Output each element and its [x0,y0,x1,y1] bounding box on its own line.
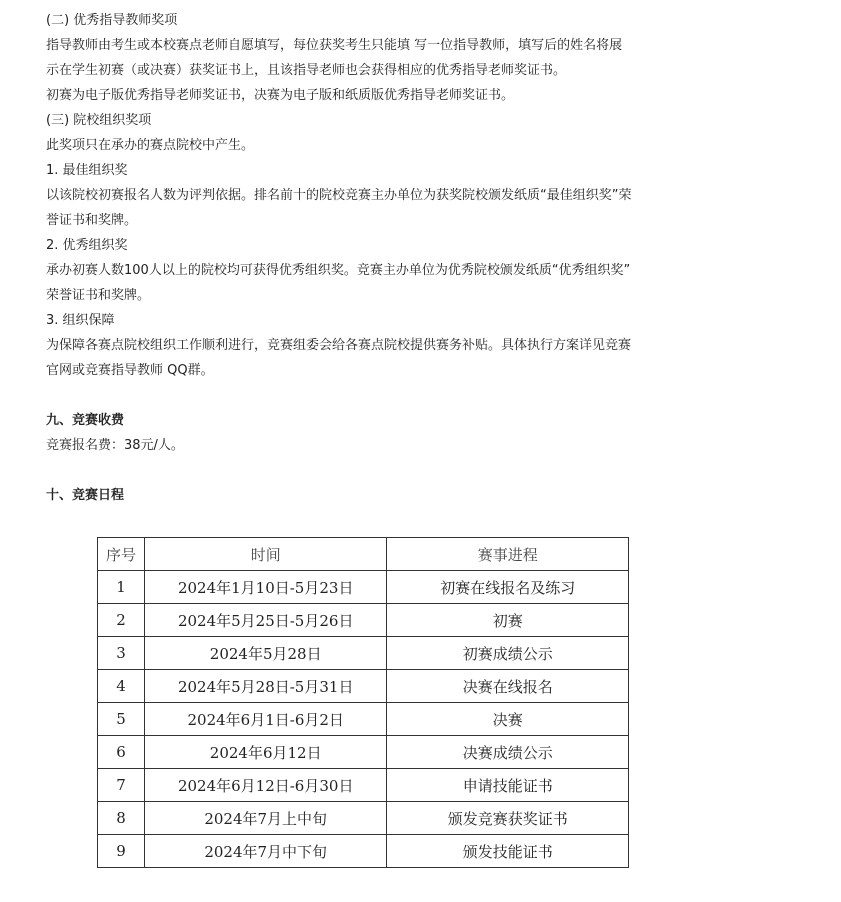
cell-stage: 初赛在线报名及练习 [387,571,629,604]
cell-time: 2024年5月28日 [144,637,387,670]
cell-index: 4 [98,670,145,703]
paragraph-line: 指导教师由考生或本校赛点老师自愿填写，每位获奖考生只能填 写一位指导教师，填写后的姓名将展 [46,38,623,53]
table-row [98,670,629,703]
list-item-heading: 1. 最佳组织奖 [46,163,128,178]
paragraph-line: 誉证书和奖牌。 [46,213,138,228]
subsection-heading: (三) 院校组织奖项 [46,113,152,128]
cell-stage: 决赛在线报名 [387,670,629,703]
cell-index: 5 [98,703,145,736]
subsection-heading: (二) 优秀指导教师奖项 [46,13,178,28]
spacer [46,458,696,483]
paragraph-line: 承办初赛人数100人以上的院校均可获得优秀组织奖。竞赛主办单位为优秀院校颁发纸质“优秀组织奖” [46,263,631,278]
cell-index: 8 [98,802,145,835]
header-index: 序号 [98,538,145,571]
cell-time: 2024年7月中下旬 [144,835,387,868]
list-item-heading: 3. 组织保障 [46,313,115,328]
header-time: 时间 [144,538,387,571]
cell-index: 3 [98,637,145,670]
cell-stage: 申请技能证书 [387,769,629,802]
cell-stage: 初赛成绩公示 [387,637,629,670]
paragraph-line: 以该院校初赛报名人数为评判依据。排名前十的院校竞赛主办单位为获奖院校颁发纸质“最佳组织奖”荣 [46,188,632,203]
section-heading-schedule: 十、竞赛日程 [46,488,125,503]
fee-text: 竞赛报名费：38元/人。 [46,438,184,453]
paragraph-line: 此奖项只在承办的赛点院校中产生。 [46,138,255,153]
cell-time: 2024年5月28日-5月31日 [144,670,387,703]
table-row [98,736,629,769]
cell-stage: 决赛 [387,703,629,736]
paragraph-line: 官网或竞赛指导教师 QQ群。 [46,363,214,378]
section-heading-fees: 九、竞赛收费 [46,413,125,428]
paragraph-line: 荣誉证书和奖牌。 [46,288,151,303]
cell-stage: 决赛成绩公示 [387,736,629,769]
cell-stage: 颁发技能证书 [387,835,629,868]
cell-index: 7 [98,769,145,802]
cell-stage: 初赛 [387,604,629,637]
table-row [98,802,629,835]
cell-stage: 颁发竞赛获奖证书 [387,802,629,835]
list-item-heading: 2. 优秀组织奖 [46,238,128,253]
table-row [98,604,629,637]
cell-index: 9 [98,835,145,868]
table-row [98,769,629,802]
cell-time: 2024年6月1日-6月2日 [144,703,387,736]
table-row [98,835,629,868]
cell-index: 2 [98,604,145,637]
paragraph-line: 初赛为电子版优秀指导老师奖证书，决赛为电子版和纸质版优秀指导老师奖证书。 [46,88,515,103]
paragraph-line: 为保障各赛点院校组织工作顺利进行，竞赛组委会给各赛点院校提供赛务补贴。具体执行方案详见竞赛 [46,338,632,353]
cell-time: 2024年5月25日-5月26日 [144,604,387,637]
cell-time: 2024年6月12日 [144,736,387,769]
cell-index: 6 [98,736,145,769]
paragraph-line: 示在学生初赛（或决赛）获奖证书上，且该指导老师也会获得相应的优秀指导老师奖证书。 [46,63,567,78]
cell-time: 2024年7月上中旬 [144,802,387,835]
table-header-row [98,538,629,571]
document-body [46,8,696,508]
table-row [98,703,629,736]
cell-time: 2024年1月10日-5月23日 [144,571,387,604]
header-stage: 赛事进程 [387,538,629,571]
schedule-table [97,537,629,868]
table-row [98,571,629,604]
spacer [46,383,696,408]
cell-index: 1 [98,571,145,604]
cell-time: 2024年6月12日-6月30日 [144,769,387,802]
table-row [98,637,629,670]
